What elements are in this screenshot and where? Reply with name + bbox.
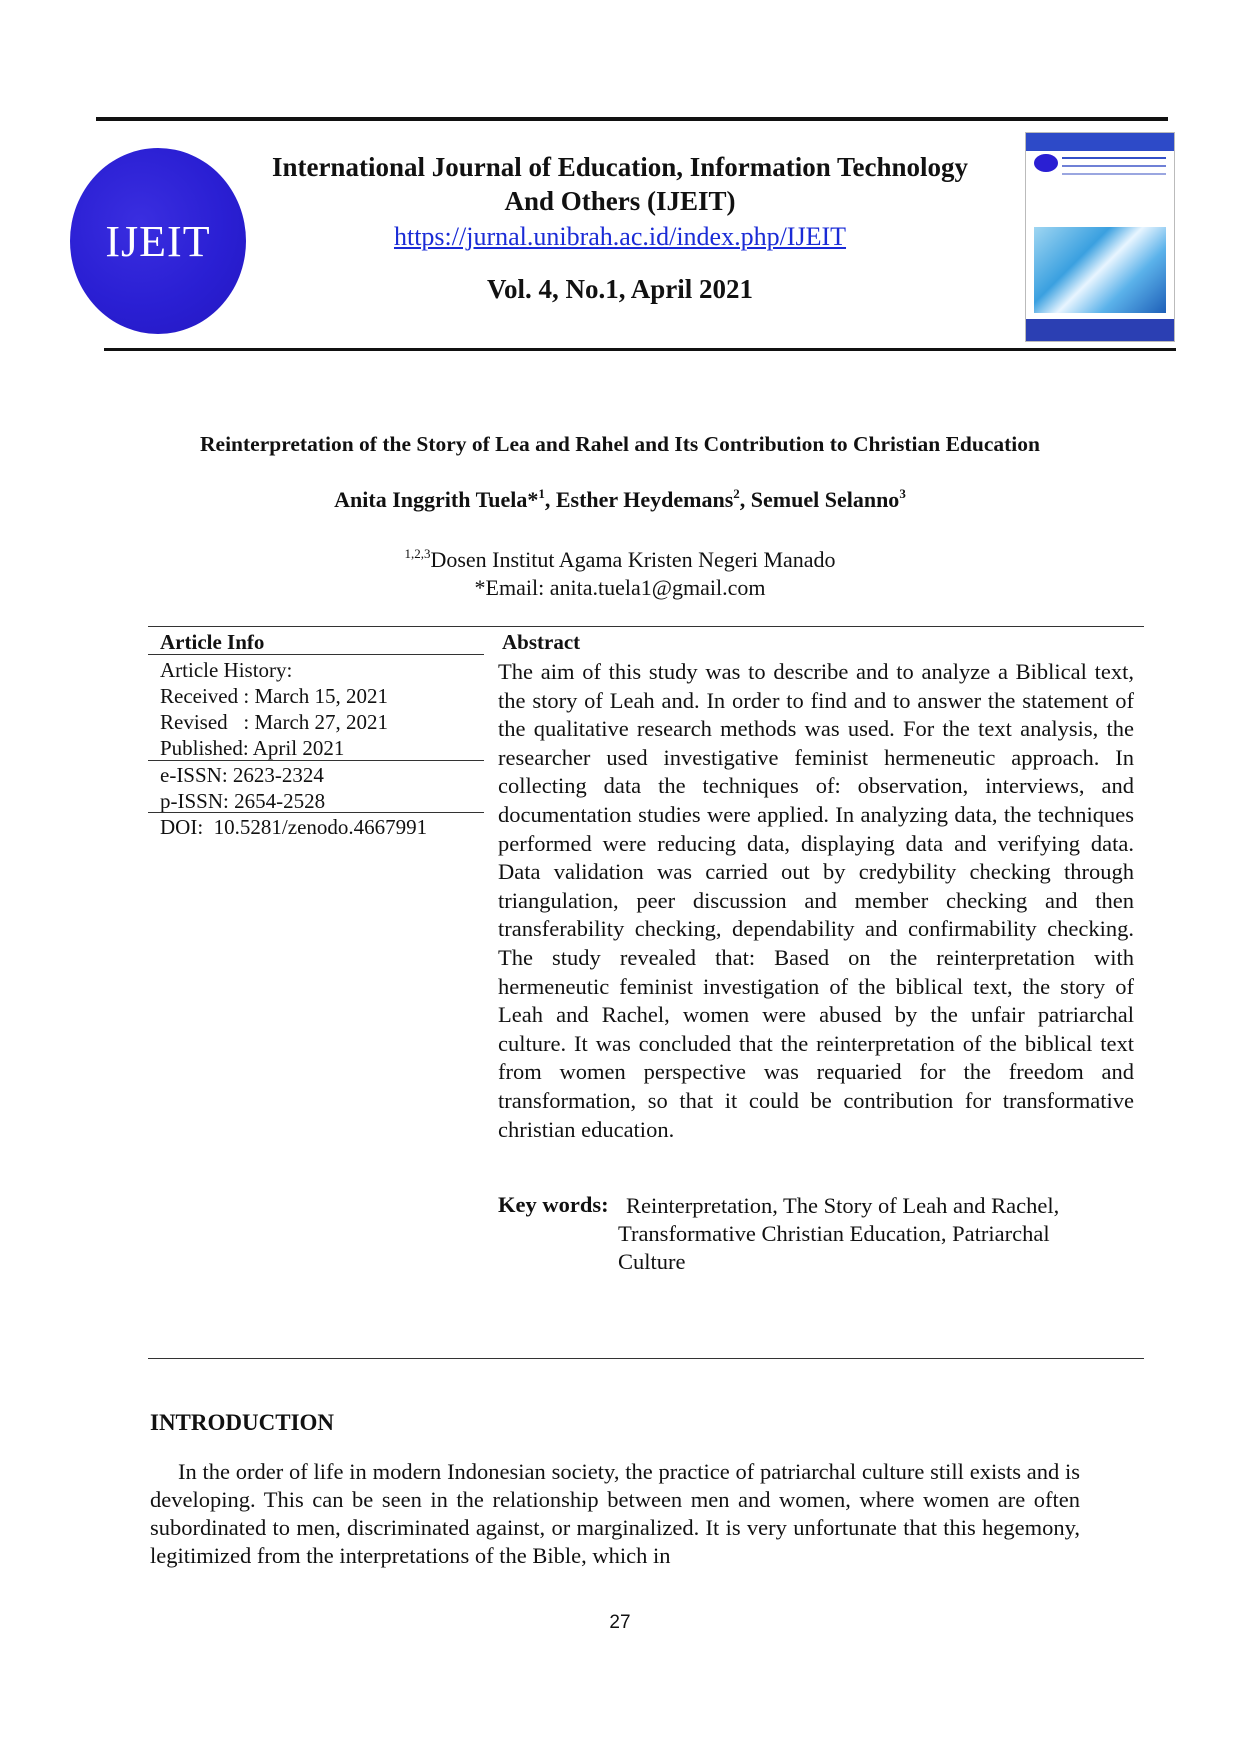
revised-date: Revised : March 27, 2021 <box>160 710 389 734</box>
cover-logo-icon <box>1034 154 1058 172</box>
journal-cover-image <box>1025 132 1175 342</box>
published-date: Published: April 2021 <box>160 736 345 760</box>
pissn: p-ISSN: 2654-2528 <box>160 789 326 813</box>
article-info-heading: Article Info <box>160 630 265 654</box>
cover-title-lines <box>1062 157 1166 159</box>
affiliation-block <box>100 540 1140 602</box>
received-date: Received : March 15, 2021 <box>160 684 389 708</box>
affiliation-text: Dosen Institut Agama Kristen Negeri Manado <box>430 547 836 572</box>
cover-top-band <box>1026 133 1174 151</box>
info-heading-rule <box>148 654 484 655</box>
author-name: Anita Inggrith Tuela* <box>334 487 539 512</box>
article-history <box>160 657 388 761</box>
page-number: 27 <box>609 1612 631 1633</box>
doi: DOI: 10.5281/zenodo.4667991 <box>160 815 428 839</box>
keywords-text <box>618 1192 1146 1276</box>
table-bottom-rule <box>148 1358 1144 1359</box>
cover-bottom-band <box>1026 319 1174 341</box>
journal-url-link[interactable]: https://jurnal.unibrah.ac.id/index.php/IJEIT <box>393 222 847 251</box>
history-rule <box>148 760 484 761</box>
cover-illustration <box>1034 227 1166 313</box>
author-name: Esther Heydemans <box>555 487 734 512</box>
author-sup: 2 <box>733 486 740 501</box>
journal-title-line1: International Journal of Education, Information Technology <box>271 152 969 182</box>
journal-logo <box>70 148 246 334</box>
author-name: Semuel Selanno <box>750 487 900 512</box>
journal-title-line2: And Others (IJEIT) <box>504 186 736 216</box>
author-sep: , <box>544 487 556 512</box>
author-sup: 1 <box>538 486 545 501</box>
history-label: Article History: <box>160 658 293 682</box>
abstract-heading: Abstract <box>502 630 581 654</box>
author-sup: 3 <box>899 486 906 501</box>
affiliation <box>100 540 1140 574</box>
journal-logo-text: IJEIT <box>105 216 211 266</box>
table-top-rule <box>148 626 1144 627</box>
journal-volume: Vol. 4, No.1, April 2021 <box>486 274 754 304</box>
keywords-label: Key words: <box>498 1192 609 1217</box>
header-bottom-rule <box>104 348 1176 351</box>
paper-title: Reinterpretation of the Story of Lea and Rahel and Its Contribution to Christian Education <box>200 432 1040 456</box>
eissn: e-ISSN: 2623-2324 <box>160 763 324 787</box>
journal-title <box>230 150 1010 218</box>
author-sep: , <box>739 487 751 512</box>
author-list <box>100 486 1140 513</box>
issn-rule <box>148 812 484 813</box>
abstract-text: The aim of this study was to describe and to analyze a Biblical text, the story of Leah and. In order to find and to answer the statement of the qualitative research methods was used. For the text analysis, the researcher used investigative feminist hermeneutic approach. In collecting data the techniques of: observation, interviews, and documentation studies were applied. In analyzing data, the techniques performed were reducing data, displaying data and verifying data. Data validation was carried out by credybility checking through triangulation, peer discussion and member checking and then transferability checking, dependability and confirmability checking. The study revealed that: Based on the reinterpretation with hermeneutic feminist investigation of the biblical text, the story of Leah and Rachel, women were abused by the unfair patriarchal culture. It was concluded that the reinterpretation of the biblical text from women perspective was requaried for the freedom and transformation, so that it could be contribution for transformative christian education. <box>498 659 1134 1142</box>
introduction-heading: INTRODUCTION <box>150 1410 335 1435</box>
introduction-text: In the order of life in modern Indonesian society, the practice of patriarchal culture still exists and is developing. This can be seen in the relationship between men and women, where women are often subordinated to men, discriminated against, or marginalized. It is very unfortunate that this hegemony, legitimized from the interpretations of the Bible, which in <box>150 1459 1080 1568</box>
keywords-line2: Transformative Christian Education, Patriarchal <box>618 1221 1050 1246</box>
keywords-line3: Culture <box>618 1249 686 1274</box>
affiliation-sup: 1,2,3 <box>404 546 431 561</box>
author-email: *Email: anita.tuela1@gmail.com <box>474 575 766 600</box>
header-top-rule <box>96 117 1168 121</box>
keywords-line1: Reinterpretation, The Story of Leah and Rachel, <box>626 1193 1060 1218</box>
issn-block <box>160 762 325 814</box>
